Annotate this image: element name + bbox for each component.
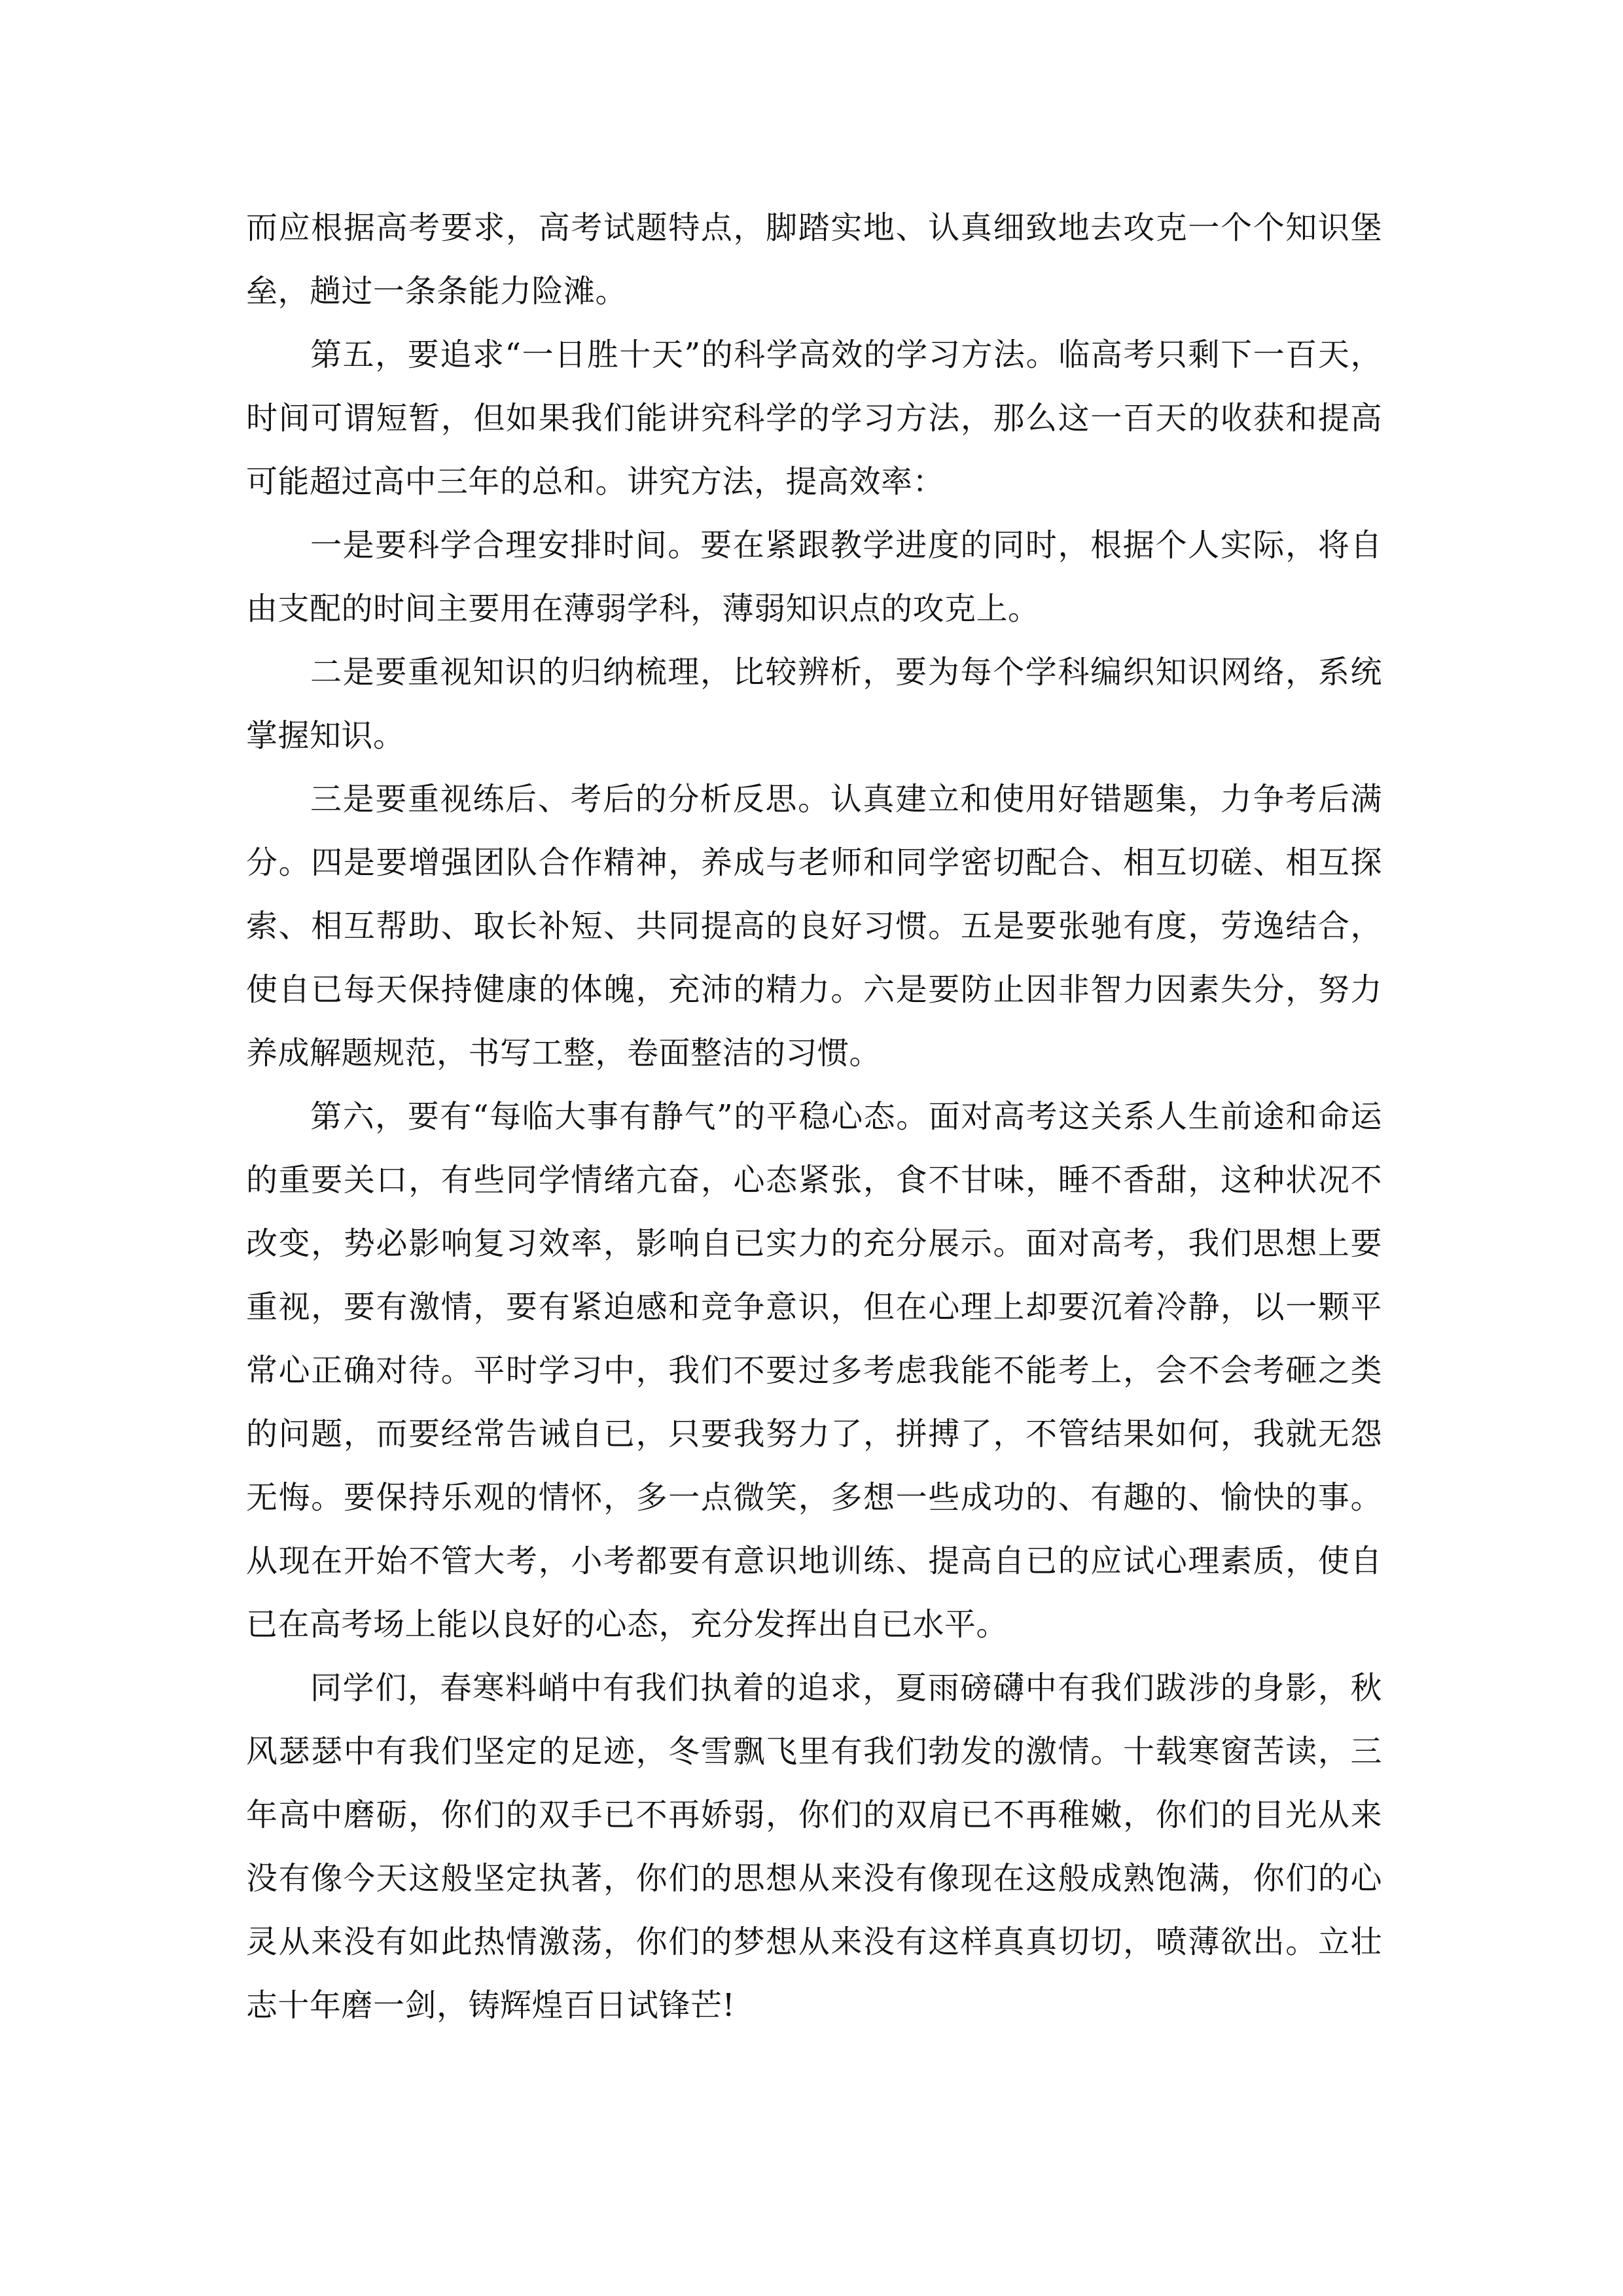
paragraph-2: 第五，要追求“一日胜十天”的科学高效的学习方法。临高考只剩下一百天，时间可谓短暂，但如果我们能讲究科学的学习方法，那么这一百天的收获和提高可能超过高中三年的总和。讲究方法，提高效率： xyxy=(246,336,1382,500)
paragraph-1: 而应根据高考要求，高考试题特点，脚踏实地、认真细致地去攻克一个个知识堡垒，趟过一条条能力险滩。 xyxy=(246,209,1382,310)
paragraph-3: 一是要科学合理安排时间。要在紧跟教学进度的同时，根据个人实际，将自由支配的时间主要用在薄弱学科，薄弱知识点的攻克上。 xyxy=(246,527,1382,627)
paragraph-6: 第六，要有“每临大事有静气”的平稳心态。面对高考这关系人生前途和命运的重要关口，有些同学情绪亢奋，心态紧张，食不甘味，睡不香甜，这种状况不改变，势必影响复习效率，影响自已实力的充分展示。面对高考，我们思想上要重视，要有激情，要有紧迫感和竞争意识，但在心理上却要沉着冷静，以一颗平常心正确对待。平时学习中，我们不要过多考虑我能不能考上，会不会考砸之类的问题，而要经常告诫自已，只要我努力了，拼搏了，不管结果如何，我就无怨无悔。要保持乐观的情怀，多一点微笑，多想一些成功的、有趣的、愉快的事。从现在开始不管大考，小考都要有意识地训练、提高自已的应试心理素质，使自已在高考场上能以良好的心态，充分发挥出自已水平。 xyxy=(246,1098,1382,1643)
paragraph-4: 二是要重视知识的归纳梳理，比较辨析，要为每个学科编织知识网络，系统掌握知识。 xyxy=(246,654,1382,754)
paragraph-5: 三是要重视练后、考后的分析反思。认真建立和使用好错题集，力争考后满分。四是要增强团队合作精神，养成与老师和同学密切配合、相互切磋、相互探索、相互帮助、取长补短、共同提高的良好习惯。五是要张驰有度，劳逸结合，使自已每天保持健康的体魄，充沛的精力。六是要防止因非智力因素失分，努力养成解题规范，书写工整，卷面整洁的习惯。 xyxy=(246,781,1382,1071)
document-body xyxy=(246,196,1382,2037)
paragraph-7: 同学们，春寒料峭中有我们执着的追求，夏雨磅礴中有我们跋涉的身影，秋风瑟瑟中有我们坚定的足迹，冬雪飘飞里有我们勃发的激情。十载寒窗苦读，三年高中磨砺，你们的双手已不再娇弱，你们的双肩已不再稚嫩，你们的目光从来没有像今天这般坚定执著，你们的思想从来没有像现在这般成熟饱满，你们的心灵从来没有如此热情激荡，你们的梦想从来没有这样真真切切，喷薄欲出。立壮志十年磨一剑，铸辉煌百日试锋芒! xyxy=(246,1670,1382,2024)
